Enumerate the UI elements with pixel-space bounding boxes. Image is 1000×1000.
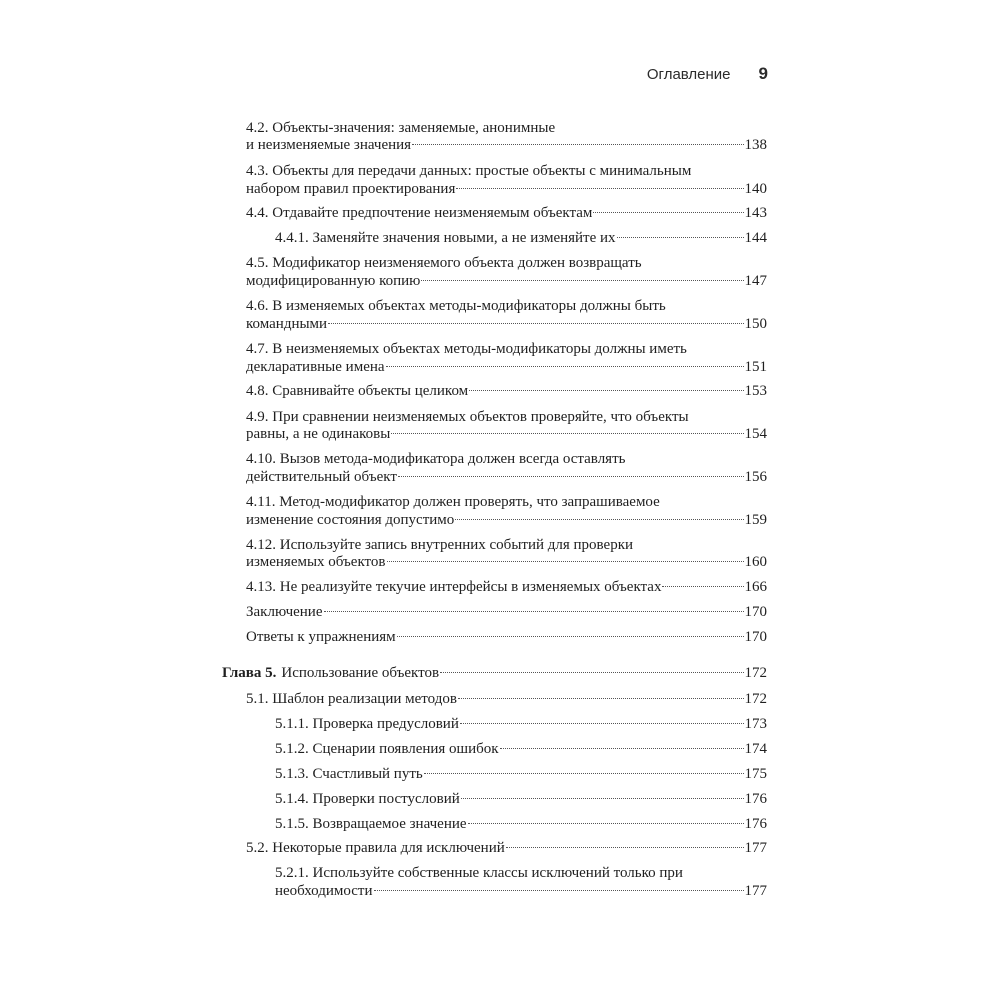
toc-entry-title-line: равны, а не одинаковы: [246, 426, 391, 442]
toc-entry-title-line: 5.1.4. Проверки постусловий: [275, 791, 460, 807]
toc-entry-title-line: и неизменяемые значения: [246, 137, 412, 153]
toc-entry-last-line: [246, 136, 767, 154]
dot-leader: [461, 798, 744, 799]
toc-page-number: 147: [744, 273, 767, 289]
toc-entry-last-line: [246, 204, 767, 222]
dot-leader: [500, 748, 744, 749]
toc-entry-title-line: 5.1.3. Счастливый путь: [275, 766, 423, 782]
toc-page-number: 151: [744, 359, 767, 375]
dot-leader: [324, 611, 744, 612]
toc-entry-title-line: 4.13. Не реализуйте текучие интерфейсы в изменяемых объектах: [246, 579, 662, 595]
toc-entry-title-line: изменяемых объектов: [246, 554, 386, 570]
dot-leader: [468, 823, 744, 824]
toc-entry-title-line: 4.5. Модификатор неизменяемого объекта должен возвращать: [246, 255, 642, 271]
toc-page-number: 177: [744, 883, 767, 899]
toc-page-number: 150: [744, 316, 767, 332]
dot-leader: [387, 561, 744, 562]
dot-leader: [593, 212, 743, 213]
toc-entry-last-line: [275, 229, 767, 247]
toc-page-number: 172: [744, 691, 767, 707]
toc-page-number: 156: [744, 469, 767, 485]
toc-page-number: 143: [744, 205, 767, 221]
toc-entry-last-line: [246, 511, 767, 529]
toc-page-number: 159: [744, 512, 767, 528]
page-number: 9: [758, 64, 768, 83]
toc-entry-title-line: Использование объектов: [281, 665, 440, 681]
dot-leader: [397, 636, 744, 637]
toc-entry-last-line: [275, 715, 767, 733]
toc-entry-title-line: декларативные имена: [246, 359, 385, 375]
toc-entry-title-line: 4.8. Сравнивайте объекты целиком: [246, 383, 469, 399]
toc-page-number: 170: [744, 604, 767, 620]
toc-entry-title-line: модифицированную копию: [246, 273, 421, 289]
dot-leader: [398, 476, 744, 477]
toc-entry-last-line: [246, 382, 767, 400]
toc-entry-last-line: [275, 765, 767, 783]
toc-entry-title-line: набором правил проектирования: [246, 181, 456, 197]
toc-entry-last-line: [246, 603, 767, 621]
toc-entry-title-line: 4.2. Объекты-значения: заменяемые, анонимные: [246, 120, 556, 136]
toc-entry-title-line: Ответы к упражнениям: [246, 629, 396, 645]
toc-page-number: 175: [744, 766, 767, 782]
toc-page-number: 174: [744, 741, 767, 757]
toc-entry-title-line: 4.6. В изменяемых объектах методы-модификаторы должны быть: [246, 298, 666, 314]
toc-entry-title-line: Заключение: [246, 604, 323, 620]
toc-entry-title-line: 5.1.1. Проверка предусловий: [275, 716, 459, 732]
toc-page-number: 166: [744, 579, 767, 595]
toc-entry-last-line: [246, 468, 767, 486]
dot-leader: [456, 188, 743, 189]
toc-entry-last-line: [246, 690, 767, 708]
running-header-title: Оглавление: [646, 66, 731, 83]
toc-page-number: 140: [744, 181, 767, 197]
toc-entry-title-line: 4.10. Вызов метода-модификатора должен всегда оставлять: [246, 451, 626, 467]
dot-leader: [458, 698, 744, 699]
toc-page-number: 172: [744, 665, 767, 681]
dot-leader: [469, 390, 743, 391]
chapter-label: Глава 5.: [222, 665, 277, 681]
toc-entry-title-line: 4.7. В неизменяемых объектах методы-модификаторы должны иметь: [246, 341, 687, 357]
toc-page-number: 173: [744, 716, 767, 732]
dot-leader: [506, 847, 744, 848]
dot-leader: [421, 280, 743, 281]
dot-leader: [617, 237, 744, 238]
toc-entry-last-line: [246, 628, 767, 646]
toc-entry-title-line: 4.3. Объекты для передачи данных: простые объекты с минимальным: [246, 163, 692, 179]
toc-entry-last-line: [246, 578, 767, 596]
toc-entry-title-line: действительный объект: [246, 469, 397, 485]
toc-entry-last-line: [222, 664, 767, 682]
toc-entry-title-line: 5.1. Шаблон реализации методов: [246, 691, 457, 707]
toc-entry-title-line: 5.1.2. Сценарии появления ошибок: [275, 741, 499, 757]
toc-entry-last-line: [246, 425, 767, 443]
toc-entry-title-line: изменение состояния допустимо: [246, 512, 455, 528]
toc-entry-last-line: [246, 180, 767, 198]
dot-leader: [328, 323, 743, 324]
toc-entry-title-line: необходимости: [275, 883, 373, 899]
dot-leader: [391, 433, 743, 434]
running-header: [600, 64, 768, 84]
toc-entry-last-line: [275, 740, 767, 758]
toc-entry-title-line: 5.2.1. Используйте собственные классы исключений только при: [275, 865, 683, 881]
dot-leader: [455, 519, 743, 520]
toc-page-number: 153: [744, 383, 767, 399]
dot-leader: [374, 890, 744, 891]
toc-entry-last-line: [275, 790, 767, 808]
dot-leader: [386, 366, 744, 367]
dot-leader: [440, 672, 743, 673]
toc-page-number: 138: [744, 137, 767, 153]
toc-page-number: 177: [744, 840, 767, 856]
toc-page-number: 154: [744, 426, 767, 442]
toc-entry-title-line: 4.11. Метод-модификатор должен проверять, что запрашиваемое: [246, 494, 660, 510]
toc-entry-last-line: [275, 815, 767, 833]
toc-entry-title-line: 4.9. При сравнении неизменяемых объектов проверяйте, что объекты: [246, 409, 689, 425]
dot-leader: [460, 723, 744, 724]
toc-page-number: 176: [744, 816, 767, 832]
toc-entry-title-line: 5.1.5. Возвращаемое значение: [275, 816, 467, 832]
dot-leader: [424, 773, 744, 774]
toc-page-number: 170: [744, 629, 767, 645]
toc-entry-title-line: 4.4. Отдавайте предпочтение неизменяемым объектам: [246, 205, 593, 221]
toc-entry-last-line: [246, 553, 767, 571]
toc-entry-last-line: [246, 358, 767, 376]
toc-page-number: 160: [744, 554, 767, 570]
toc-entry-last-line: [275, 882, 767, 900]
toc-entry-last-line: [246, 315, 767, 333]
toc-entry-last-line: [246, 272, 767, 290]
toc-entry-title-line: 5.2. Некоторые правила для исключений: [246, 840, 505, 856]
toc-page-number: 176: [744, 791, 767, 807]
toc-entry-title-line: 4.4.1. Заменяйте значения новыми, а не изменяйте их: [275, 230, 616, 246]
toc-entry-title-line: 4.12. Используйте запись внутренних событий для проверки: [246, 537, 634, 553]
toc-entry-title-line: командными: [246, 316, 328, 332]
dot-leader: [662, 586, 743, 587]
toc-entry-last-line: [246, 839, 767, 857]
dot-leader: [412, 144, 743, 145]
toc-page-number: 144: [744, 230, 767, 246]
